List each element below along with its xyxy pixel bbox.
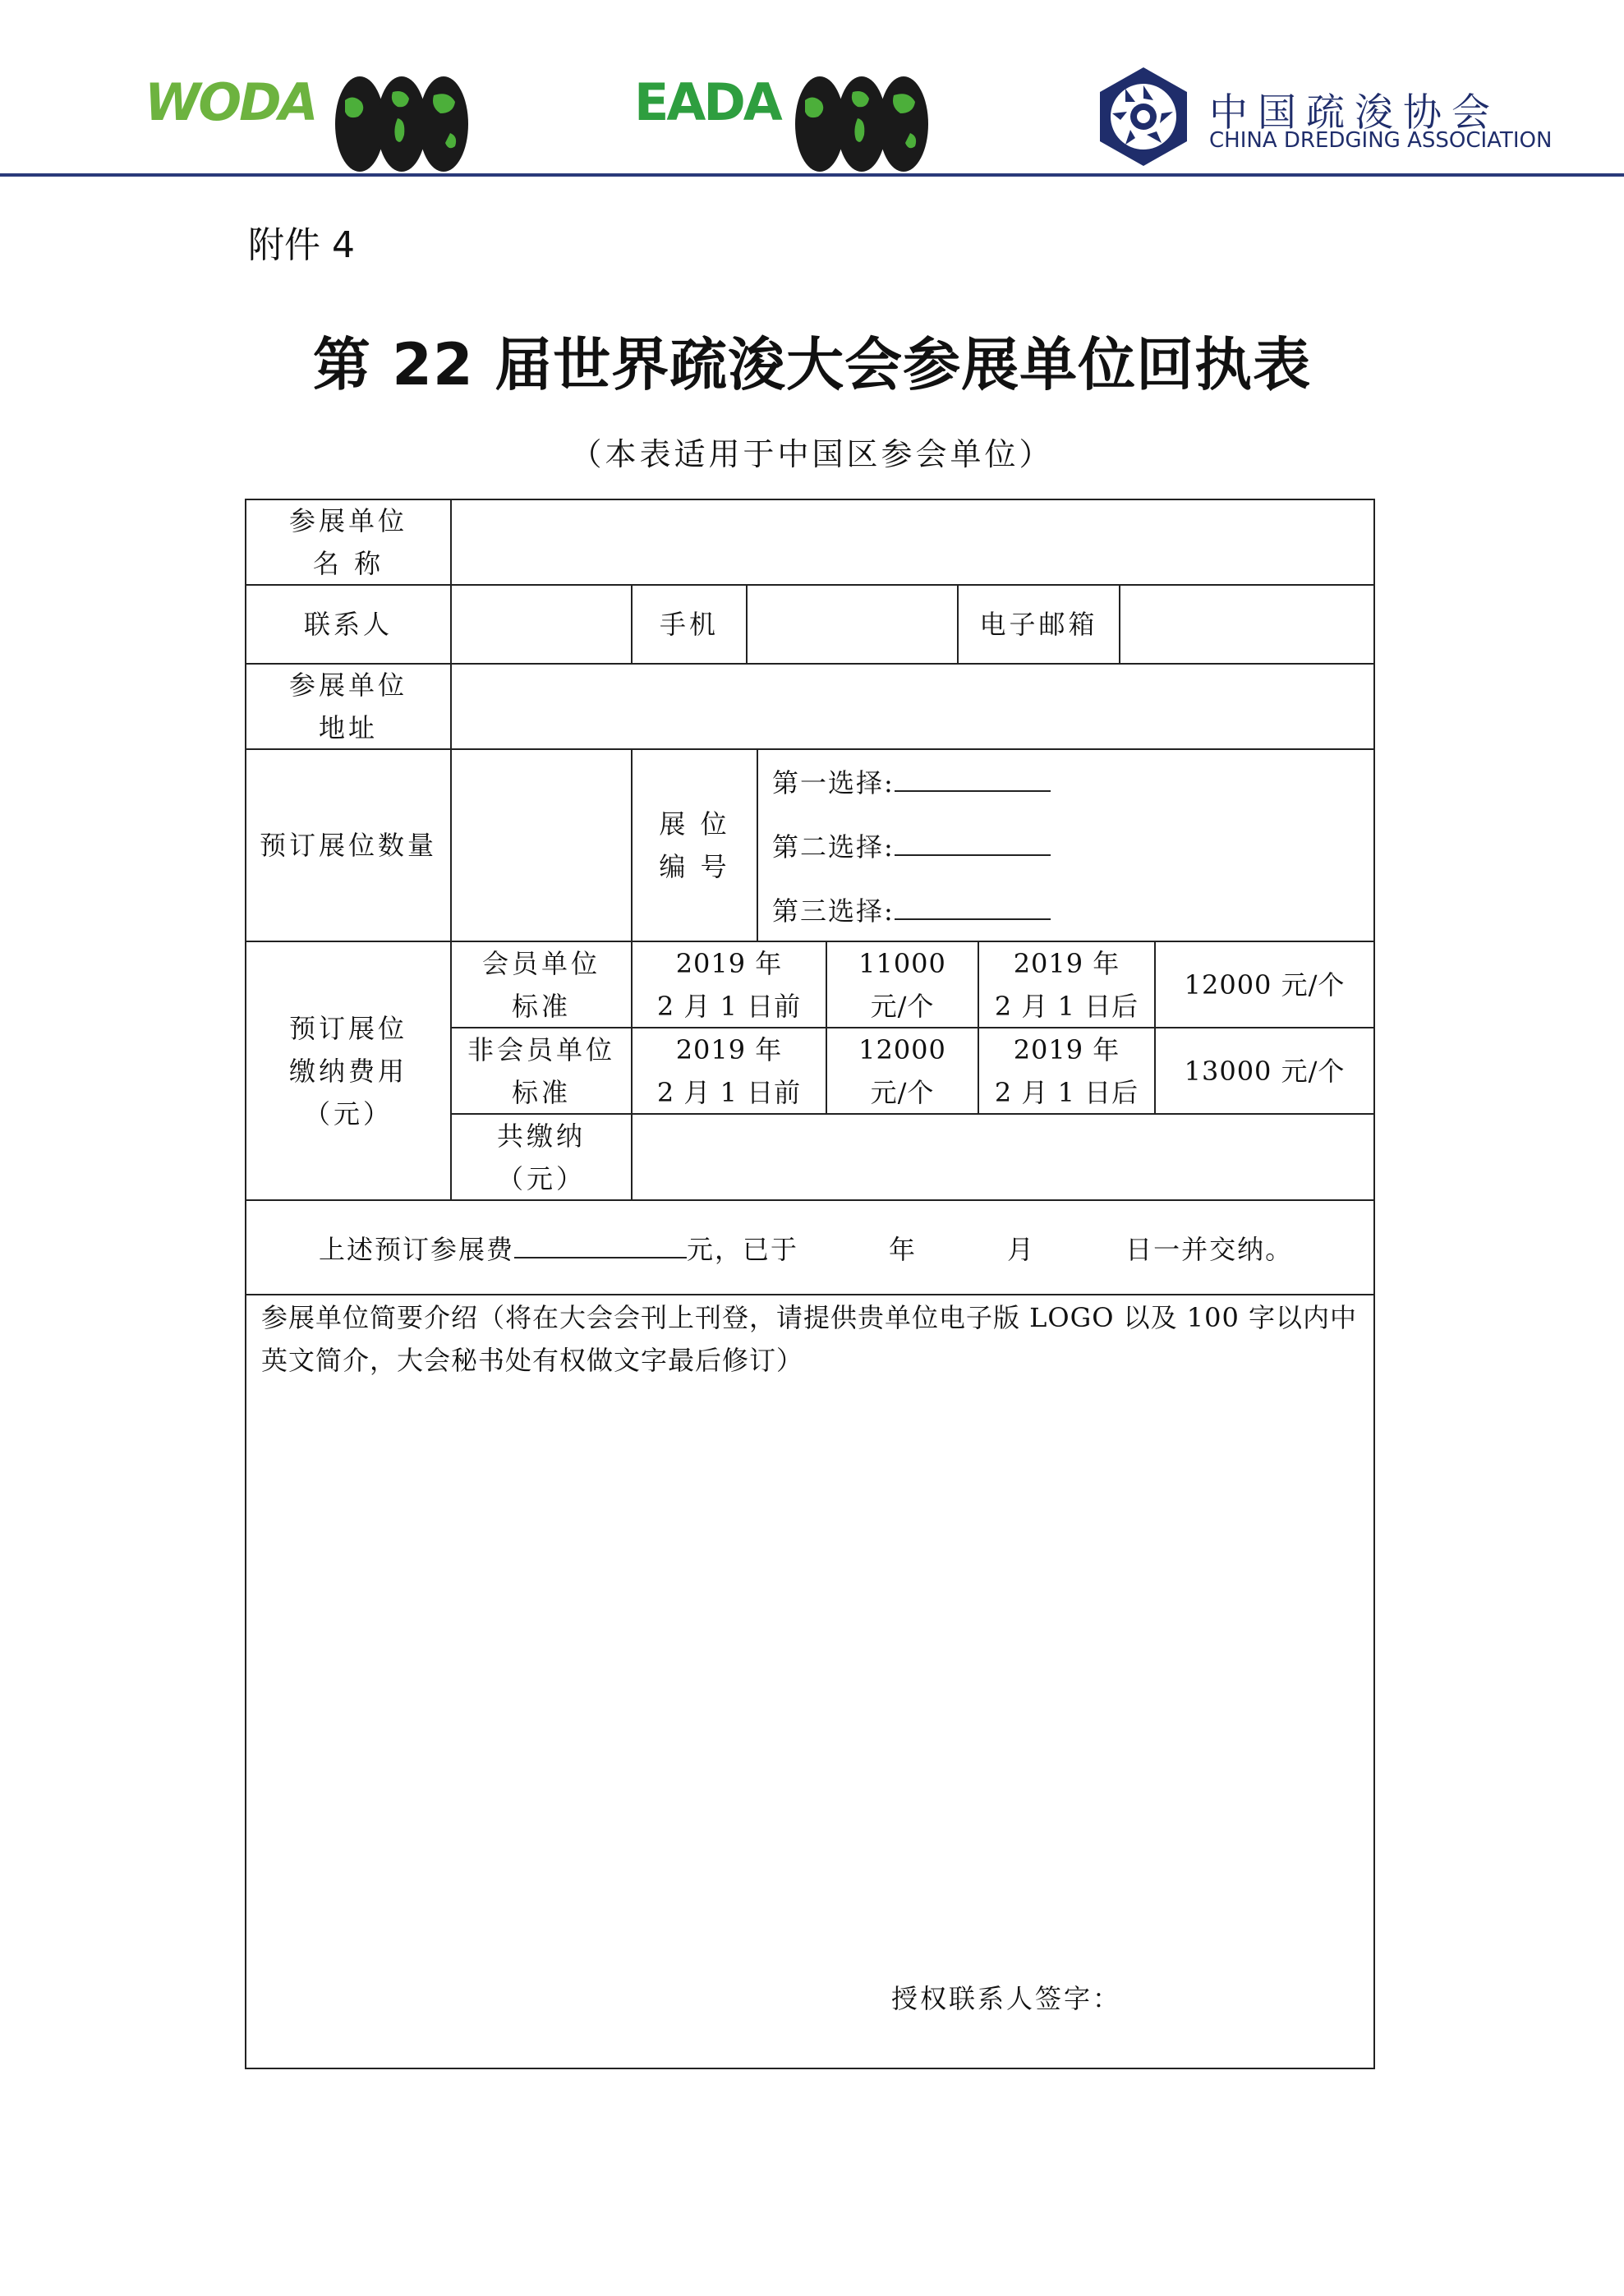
grid-line [245, 1199, 1375, 1201]
payment-amount-field[interactable] [514, 1232, 687, 1258]
cda-name-chinese: 中国疏浚协会 [1209, 90, 1500, 136]
contact-label: 联系人 [303, 609, 393, 640]
member-standard-label: 会员单位 标准 [481, 947, 600, 1022]
address-label: 参展单位 地址 [288, 669, 407, 743]
eada-logo-text: EADA [634, 72, 780, 132]
contact-field[interactable] [452, 586, 631, 663]
nonmember-early-date: 2019 年 2 月 1 日前 [656, 1033, 802, 1108]
payment-year: 年 [889, 1234, 918, 1265]
org-name-field[interactable] [452, 500, 1373, 584]
booth-choice-2 [772, 826, 1051, 864]
woda-logo-text: WODA [145, 72, 316, 132]
company-intro-instructions: 参展单位简要介绍（将在大会会刊上刊登，请提供贵单位电子版 LOGO 以及 100 字以内中英文简介，大会秘书处有权做文字最后修订） [261, 1302, 1358, 1376]
header-divider [0, 173, 1624, 177]
booth-choice-1-field[interactable] [895, 766, 1051, 792]
member-early-date: 2019 年 2 月 1 日前 [656, 947, 802, 1022]
payment-mid: 元，已于 [687, 1234, 799, 1265]
woda-globe-icon [335, 76, 468, 173]
grid-line [245, 2068, 1375, 2069]
payment-prefix: 上述预订参展费 [319, 1234, 515, 1265]
mobile-field[interactable] [748, 586, 957, 663]
payment-month: 月 [1007, 1234, 1036, 1265]
payment-statement [319, 1229, 1293, 1267]
eada-globe-icon [795, 76, 928, 173]
grid-line [757, 748, 758, 942]
booth-choice-2-label: 第二选择: [772, 831, 895, 863]
booth-fee-label: 预订展位 缴纳费用 （元） [288, 1012, 407, 1130]
cda-name-english: CHINA DREDGING ASSOCIATION [1209, 128, 1553, 153]
member-early-price: 11000 元/个 [858, 947, 946, 1022]
signature-label: 授权联系人签字： [891, 1983, 1122, 2014]
booth-number-label: 展 位 编 号 [659, 808, 730, 882]
org-name-label: 参展单位 名 称 [288, 505, 407, 579]
email-label: 电子邮箱 [979, 609, 1098, 640]
page-subtitle: （本表适用于中国区参会单位） [570, 436, 1054, 472]
page-title: 第 22 届世界疏浚大会参展单位回执表 [312, 331, 1312, 398]
nonmember-late-price: 13000 元/个 [1184, 1055, 1346, 1087]
booth-choice-1 [772, 762, 1051, 800]
payment-day: 日一并交纳。 [1125, 1234, 1294, 1265]
member-late-date: 2019 年 2 月 1 日后 [994, 947, 1139, 1022]
cda-emblem-icon [1093, 66, 1194, 168]
attachment-label: 附件 4 [248, 224, 355, 266]
address-field[interactable] [452, 665, 1373, 748]
member-late-price: 12000 元/个 [1184, 969, 1346, 1001]
nonmember-early-price: 12000 元/个 [858, 1033, 946, 1108]
booth-quantity-field[interactable] [452, 750, 631, 941]
booth-quantity-label: 预订展位数量 [259, 830, 437, 861]
company-intro-field[interactable] [246, 1388, 1373, 1947]
booth-choice-1-label: 第一选择: [772, 767, 895, 798]
mobile-label: 手机 [659, 609, 719, 640]
grid-line [1373, 499, 1375, 2069]
email-field[interactable] [1120, 586, 1373, 663]
booth-choice-3-label: 第三选择: [772, 895, 895, 927]
grid-line [245, 1294, 1375, 1295]
booth-choice-2-field[interactable] [895, 830, 1051, 856]
total-paid-label: 共缴纳 （元） [496, 1120, 586, 1194]
booth-choice-3-field[interactable] [895, 894, 1051, 920]
booth-choice-3 [772, 890, 1051, 928]
total-paid-field[interactable] [633, 1115, 1373, 1199]
nonmember-standard-label: 非会员单位 标准 [467, 1033, 615, 1108]
nonmember-late-date: 2019 年 2 月 1 日后 [994, 1033, 1139, 1108]
